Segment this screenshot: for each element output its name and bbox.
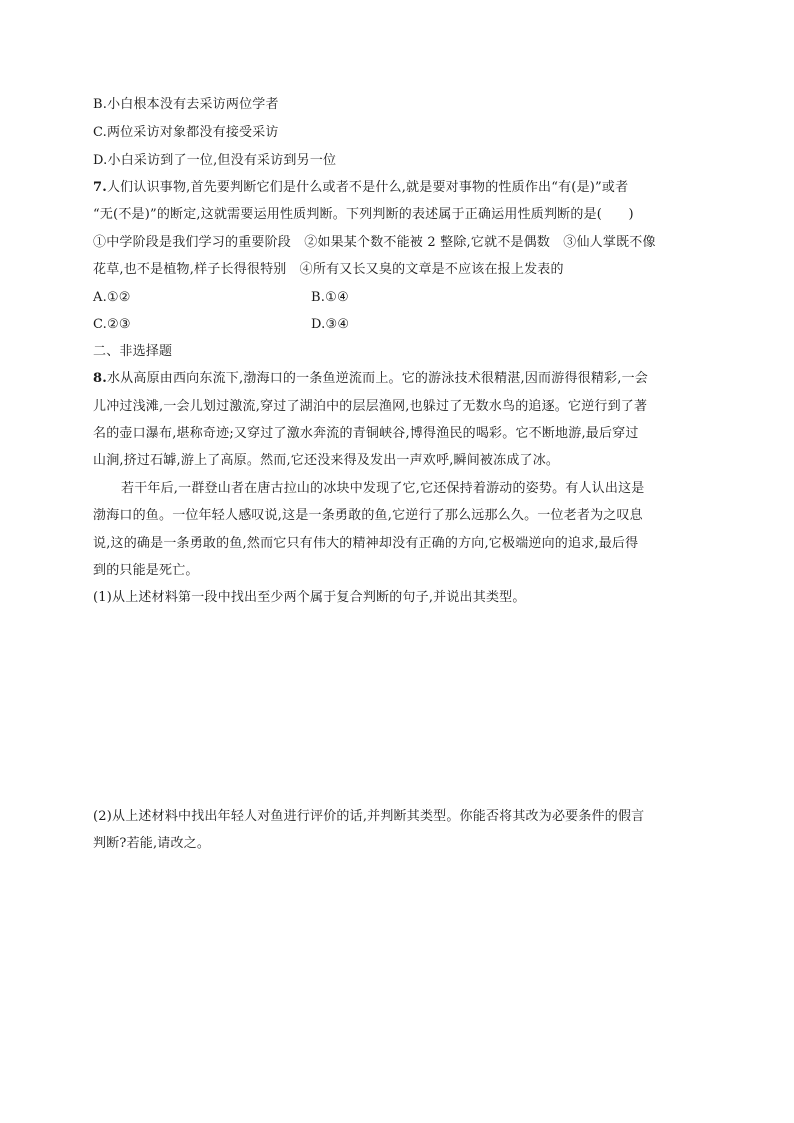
q7-option-c: C.②③ bbox=[93, 317, 131, 332]
q8-para2-line-1: 若干年后,一群登山者在唐古拉山的冰块中发现了它,它还保持着游动的姿势。有人认出这是 bbox=[121, 481, 645, 496]
q6-option-d: D.小白采访到了一位,但没有采访到另一位 bbox=[93, 153, 337, 168]
q8-sub-question-2-line-2: 判断?若能,请改之。 bbox=[93, 836, 211, 851]
q7-options-row-2 bbox=[93, 316, 705, 333]
q7-number: 7. bbox=[93, 180, 107, 195]
q6-option-c: C.两位采访对象都没有接受采访 bbox=[93, 125, 279, 140]
q7-statements-line-1: ①中学阶段是我们学习的重要阶段 ②如果某个数不能被 2 整除,它就不是偶数 ③仙人掌既不像 bbox=[93, 235, 656, 250]
q7-stem-line-1 bbox=[93, 179, 705, 196]
q8-number: 8. bbox=[93, 371, 107, 386]
q7-option-d: D.③④ bbox=[311, 317, 350, 332]
q7-option-b: B.①④ bbox=[311, 290, 349, 305]
q8-para1-line-4: 山涧,挤过石罅,游上了高原。然而,它还没来得及发出一声欢呼,瞬间被冻成了冰。 bbox=[93, 453, 560, 468]
q7-options-row-1 bbox=[93, 289, 705, 306]
q8-para1-line-2: 儿冲过浅滩,一会儿划过激流,穿过了湖泊中的层层渔网,也躲过了无数水鸟的追逐。它逆行到了著 bbox=[93, 399, 648, 414]
q8-para2-line-2: 渤海口的鱼。一位年轻人感叹说,这是一条勇敢的鱼,它逆行了那么远那么久。一位老者为之叹息 bbox=[93, 508, 643, 523]
q8-para2-line-4: 到的只能是死亡。 bbox=[93, 563, 199, 578]
q6-option-b: B.小白根本没有去采访两位学者 bbox=[93, 97, 279, 112]
q8-para1-line-3: 名的壶口瀑布,堪称奇迹;又穿过了激水奔流的青铜峡谷,博得渔民的喝彩。它不断地游,最后穿过 bbox=[93, 426, 639, 441]
q7-statements-line-2: 花草,也不是植物,样子长得很特别 ④所有又长又臭的文章是不应该在报上发表的 bbox=[93, 262, 564, 277]
section-title: 二、非选择题 bbox=[93, 344, 173, 359]
q7-option-a: A.①② bbox=[93, 290, 131, 305]
q8-para2-line-3: 说,这的确是一条勇敢的鱼,然而它只有伟大的精神却没有正确的方向,它极端逆向的追求,最后得 bbox=[93, 536, 639, 551]
q8-sub-question-2-line-1: (2)从上述材料中找出年轻人对鱼进行评价的话,并判断其类型。你能否将其改为必要条件的假言 bbox=[93, 809, 645, 824]
q7-stem-text-1: 人们认识事物,首先要判断它们是什么或者不是什么,就是要对事物的性质作出“有(是)”或者 bbox=[106, 180, 629, 195]
q8-sub-question-1: (1)从上述材料第一段中找出至少两个属于复合判断的句子,并说出其类型。 bbox=[93, 590, 526, 605]
q8-para1-text-1: 水从高原由西向东流下,渤海口的一条鱼逆流而上。它的游泳技术很精湛,因而游得很精彩,一会 bbox=[106, 371, 648, 386]
q7-stem-line-2: “无(不是)”的断定,这就需要运用性质判断。下列判断的表述属于正确运用性质判断的是( ) bbox=[93, 207, 634, 222]
q8-para1-line-1 bbox=[93, 370, 705, 387]
